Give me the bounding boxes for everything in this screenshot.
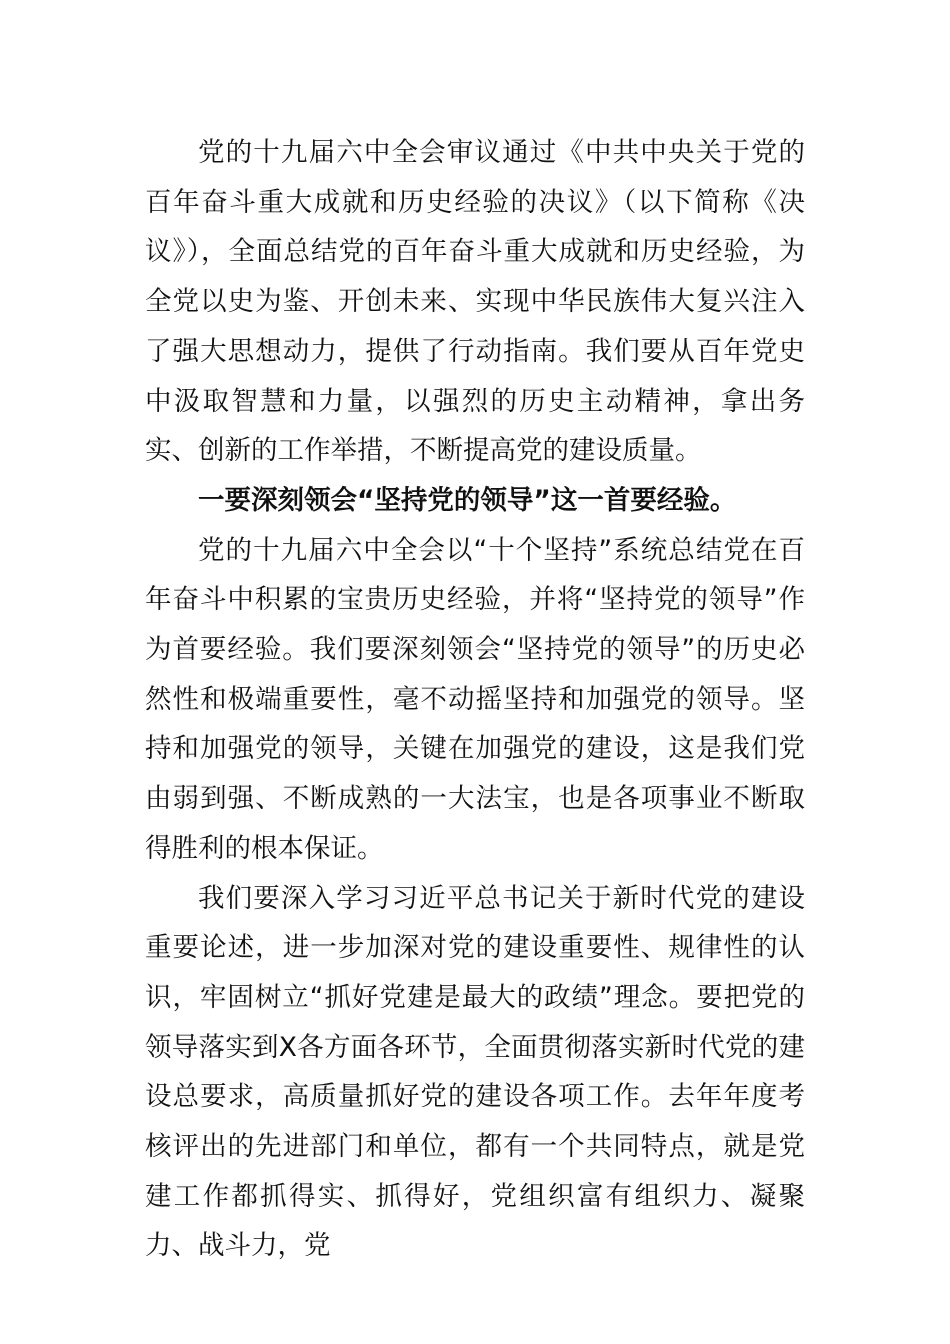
paragraph-study: 我们要深入学习习近平总书记关于新时代党的建设重要论述，进一步加深对党的建设重要性、规律性的认识，牢固树立“抓好党建是最大的政绩”理念。要把党的领导落实到X各方面各环节，全面贯彻落实新时代党的建设总要求，高质量抓好党的建设各项工作。去年年度考核评出的先进部门和单位，都有一个共同特点，就是党建工作都抓得实、抓得好，党组织富有组织力、凝聚力、战斗力，党: [145, 882, 805, 1262]
document-page: [145, 128, 805, 1271]
paragraph-first-experience: 党的十九届六中全会以“十个坚持”系统总结党在百年奋斗中积累的宝贵历史经验，并将“坚持党的领导”作为首要经验。我们要深刻领会“坚持党的领导”的历史必然性和极端重要性，毫不动摇坚持和加强党的领导。坚持和加强党的领导，关键在加强党的建设，这是我们党由弱到强、不断成熟的一大法宝，也是各项事业不断取得胜利的根本保证。: [145, 534, 805, 864]
section-heading: 一要深刻领会“坚持党的领导”这一首要经验。: [198, 484, 737, 516]
paragraph-intro: 党的十九届六中全会审议通过《中共中央关于党的百年奋斗重大成就和历史经验的决议》（以下简称《决议》），全面总结党的百年奋斗重大成就和历史经验，为全党以史为鉴、开创未来、实现中华民族伟大复兴注入了强大思想动力，提供了行动指南。我们要从百年党史中汲取智慧和力量，以强烈的历史主动精神，拿出务实、创新的工作举措，不断提高党的建设质量。: [145, 137, 805, 467]
